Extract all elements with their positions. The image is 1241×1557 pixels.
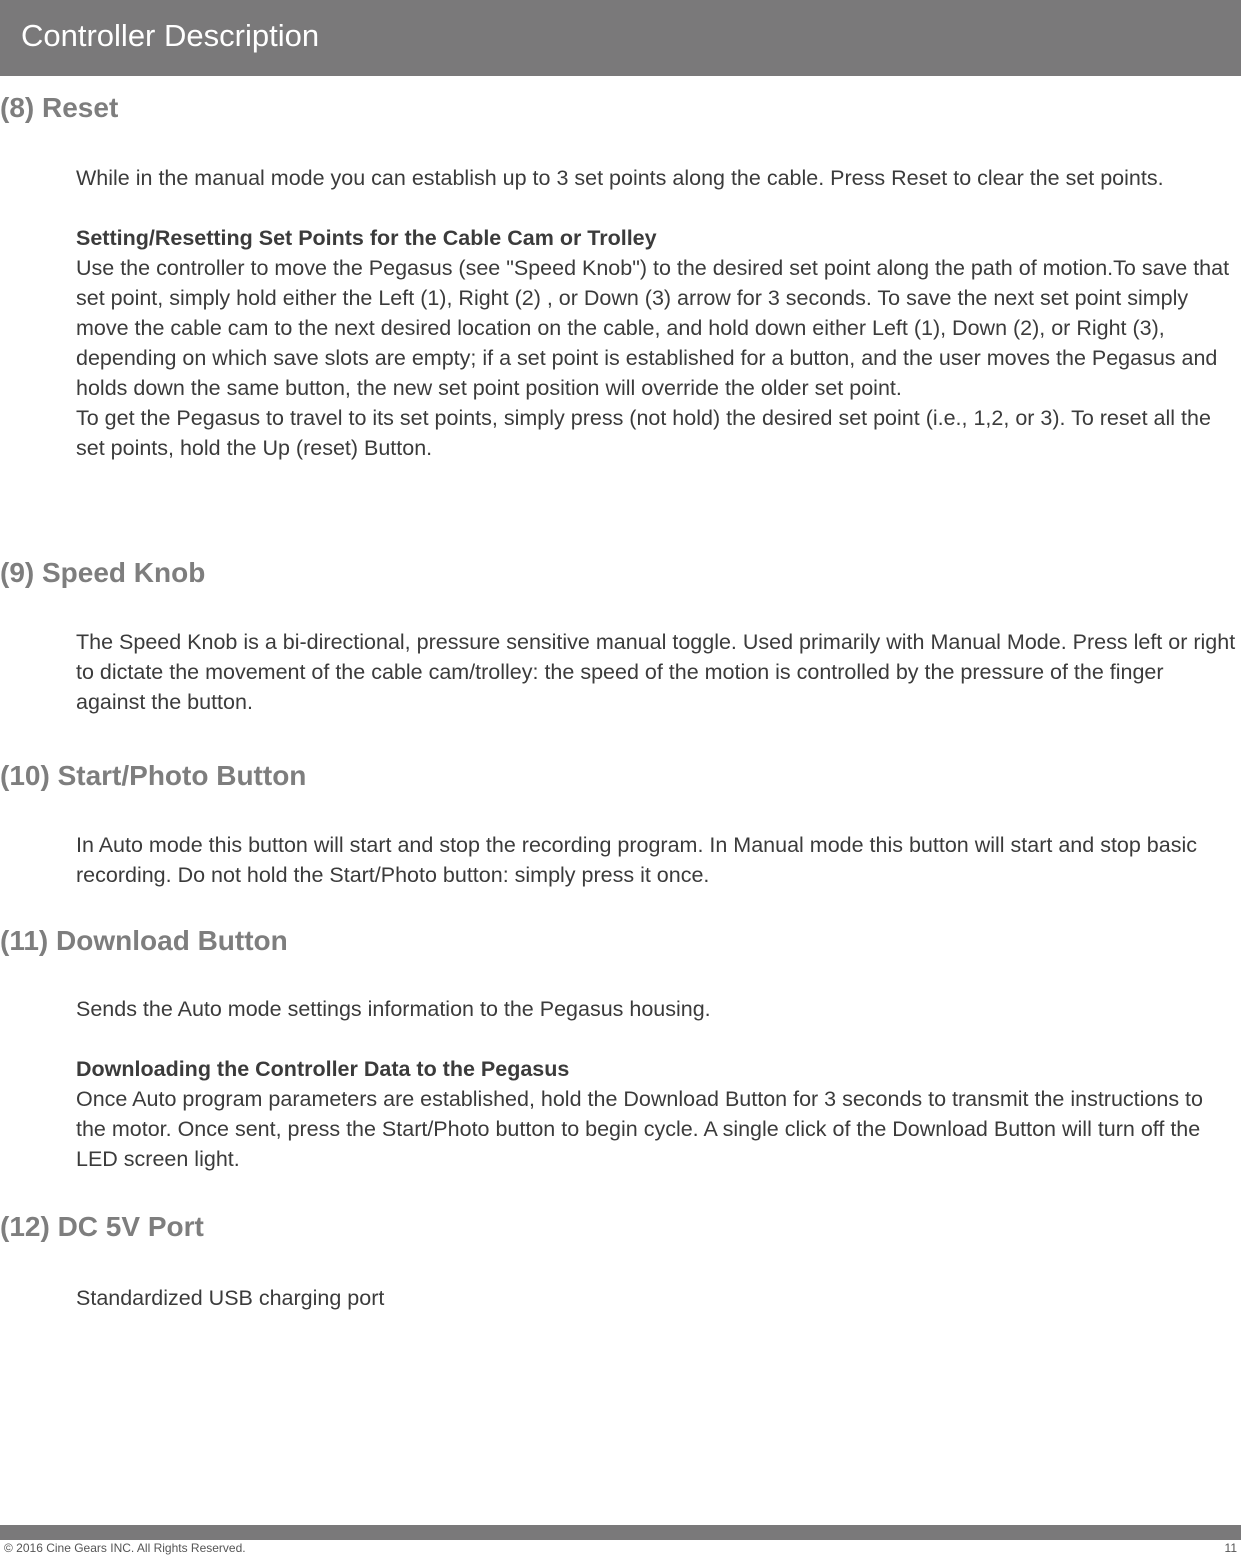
reset-paragraph: Use the controller to move the Pegasus (see "Speed Knob") to the desired set point along the path of motion.To save that set point, simply hold either the Left (1), Right (2) , or Down (3) arrow for 3 seconds. To save the next set point simply move the cable cam to the next desired location on the cable, and hold down either Left (1), Down (2), or Right (3), depending on which save slots are empty; if a set point is established for a button, and the user moves the Pegasus and holds down the same button, the new set point position will override the older set point. — [76, 256, 1230, 400]
section-heading-start-photo: (10) Start/Photo Button — [0, 760, 307, 791]
section-heading-download: (11) Download Button — [0, 925, 288, 956]
page-title: Controller Description — [21, 18, 320, 53]
section-body-reset — [76, 163, 1236, 463]
reset-subheading: Setting/Resetting Set Points for the Cable Cam or Trolley — [76, 226, 657, 250]
section-heading-reset: (8) Reset — [0, 92, 119, 123]
dc-port-text: Standardized USB charging port — [76, 1286, 385, 1310]
download-intro-text: Sends the Auto mode settings information to the Pegasus housing. — [76, 997, 711, 1021]
download-paragraph: Once Auto program parameters are established, hold the Download Button for 3 seconds to transmit the instructions to the motor. Once sent, press the Start/Photo button to begin cycle. A single click of the Download Button will turn off the LED screen light. — [76, 1087, 1203, 1171]
speed-knob-text: The Speed Knob is a bi-directional, pressure sensitive manual toggle. Used primarily with Manual Mode. Press left or right to dictate the movement of the cable cam/trolley: the speed of the motion is controlled by the pressure of the finger against the button. — [76, 630, 1236, 714]
start-photo-text: In Auto mode this button will start and stop the recording program. In Manual mode this button will start and stop basic recording. Do not hold the Start/Photo button: simply press it once. — [76, 833, 1197, 887]
download-subheading: Downloading the Controller Data to the Pegasus — [76, 1057, 570, 1081]
footer-copyright: © 2016 Cine Gears INC. All Rights Reserved. — [4, 1541, 246, 1555]
section-body-speed-knob — [76, 627, 1236, 717]
section-body-dc-port — [76, 1283, 1236, 1313]
header-bar — [0, 0, 1241, 76]
section-body-start-photo — [76, 830, 1236, 890]
section-heading-dc-port: (12) DC 5V Port — [0, 1211, 204, 1242]
section-heading-speed-knob: (9) Speed Knob — [0, 557, 206, 588]
footer-bar — [0, 1525, 1241, 1540]
reset-paragraph: To get the Pegasus to travel to its set points, simply press (not hold) the desired set point (i.e., 1,2, or 3). To reset all the set points, hold the Up (reset) Button. — [76, 406, 1211, 460]
section-body-download — [76, 994, 1236, 1174]
reset-intro-text: While in the manual mode you can establish up to 3 set points along the cable. Press Reset to clear the set points. — [76, 166, 1164, 190]
page-number: 11 — [1224, 1541, 1237, 1555]
